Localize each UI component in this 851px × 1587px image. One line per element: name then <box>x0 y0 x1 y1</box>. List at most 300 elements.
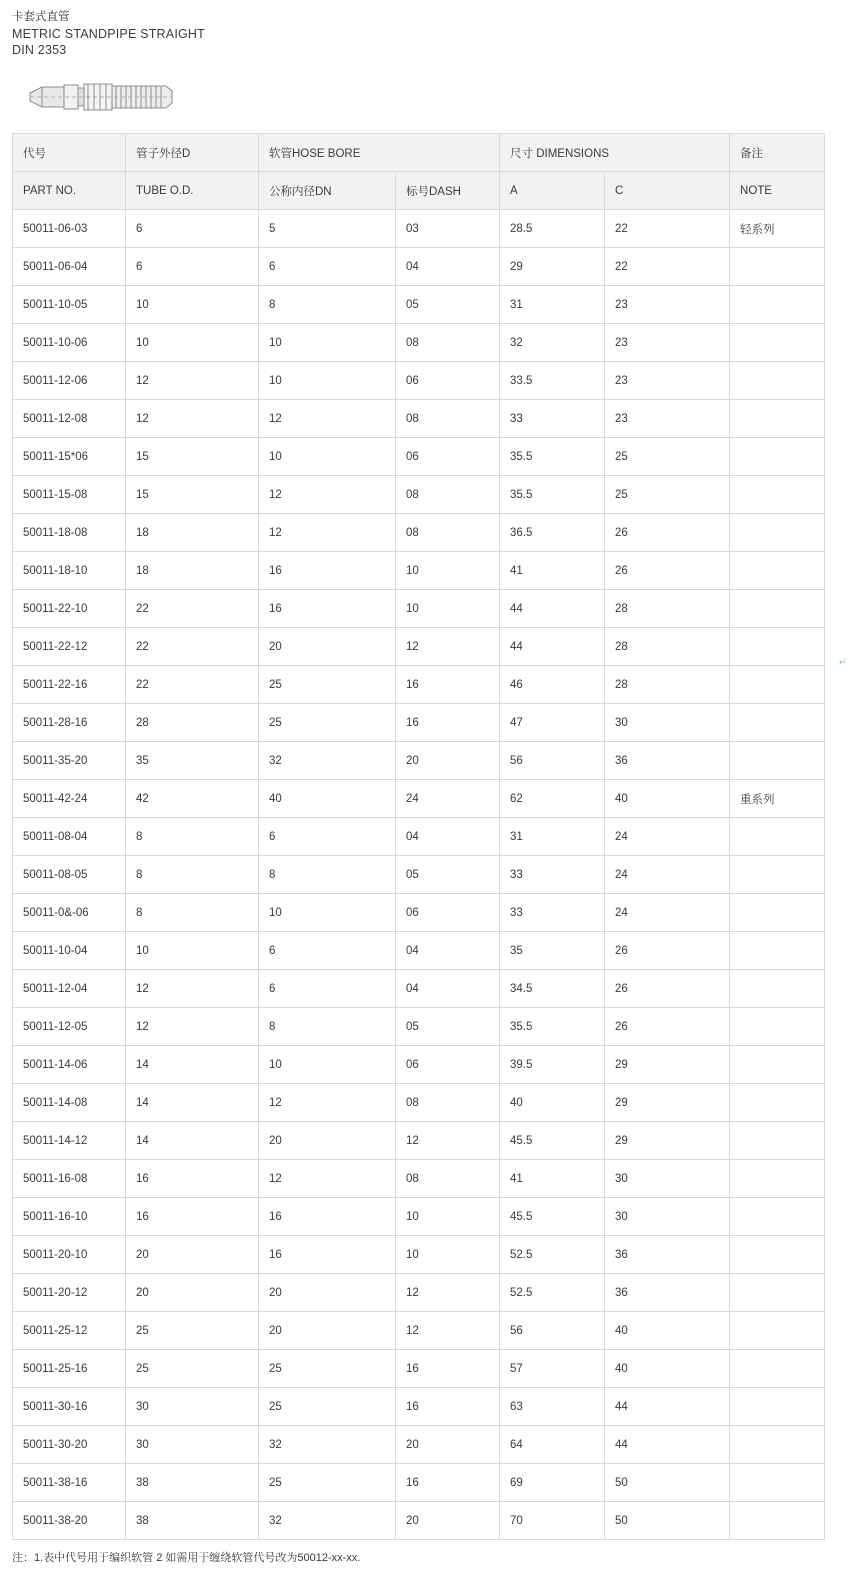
title-chinese: 卡套式直管 <box>12 11 70 23</box>
table-cell: 29 <box>605 1084 730 1122</box>
table-cell: 38 <box>126 1502 259 1540</box>
table-cell: 25 <box>605 476 730 514</box>
header-hose-bore: 软管HOSE BORE <box>259 134 500 172</box>
table-cell: 10 <box>259 894 396 932</box>
header-tube-od-cn: 管子外径D <box>126 134 259 172</box>
table-cell: 23 <box>605 324 730 362</box>
table-row <box>13 210 825 248</box>
table-cell <box>730 324 825 362</box>
table-cell: 30 <box>126 1426 259 1464</box>
table-cell: 05 <box>396 286 500 324</box>
table-cell: 50011-0&-06 <box>13 894 126 932</box>
table-row <box>13 1160 825 1198</box>
table-cell: 14 <box>126 1084 259 1122</box>
table-cell <box>730 1160 825 1198</box>
table-cell: 10 <box>126 324 259 362</box>
table-cell <box>730 1236 825 1274</box>
table-cell: 50011-14-08 <box>13 1084 126 1122</box>
table-cell: 16 <box>126 1198 259 1236</box>
table-cell: 34.5 <box>500 970 605 1008</box>
table-cell <box>730 1350 825 1388</box>
table-cell: 33 <box>500 894 605 932</box>
table-cell: 52.5 <box>500 1274 605 1312</box>
table-cell: 08 <box>396 1084 500 1122</box>
table-cell: 15 <box>126 476 259 514</box>
table-cell: 50011-42-24 <box>13 780 126 818</box>
table-row <box>13 780 825 818</box>
table-cell: 32 <box>259 1502 396 1540</box>
table-row <box>13 1008 825 1046</box>
table-cell: 30 <box>605 1160 730 1198</box>
table-cell <box>730 1502 825 1540</box>
header-note: NOTE <box>730 172 825 210</box>
table-cell: 03 <box>396 210 500 248</box>
table-cell: 33 <box>500 400 605 438</box>
table-cell: 28.5 <box>500 210 605 248</box>
table-cell: 20 <box>126 1274 259 1312</box>
table-row <box>13 1198 825 1236</box>
table-cell: 33 <box>500 856 605 894</box>
table-cell: 18 <box>126 552 259 590</box>
table-cell: 28 <box>605 590 730 628</box>
table-cell: 8 <box>259 1008 396 1046</box>
table-cell: 12 <box>259 400 396 438</box>
table-row <box>13 1122 825 1160</box>
table-cell: 70 <box>500 1502 605 1540</box>
table-cell: 10 <box>259 362 396 400</box>
table-row <box>13 704 825 742</box>
table-cell <box>730 1426 825 1464</box>
table-cell: 39.5 <box>500 1046 605 1084</box>
table-cell: 25 <box>259 1464 396 1502</box>
table-row <box>13 1312 825 1350</box>
table-cell: 08 <box>396 476 500 514</box>
table-cell: 46 <box>500 666 605 704</box>
table-cell: 23 <box>605 400 730 438</box>
table-row <box>13 476 825 514</box>
table-cell: 32 <box>259 742 396 780</box>
table-cell: 16 <box>259 590 396 628</box>
table-cell <box>730 628 825 666</box>
table-cell: 50011-16-08 <box>13 1160 126 1198</box>
table-row <box>13 286 825 324</box>
table-cell: 04 <box>396 818 500 856</box>
table-cell: 24 <box>605 894 730 932</box>
table-cell <box>730 514 825 552</box>
table-cell: 22 <box>605 248 730 286</box>
table-cell: 重系列 <box>730 780 825 818</box>
table-row <box>13 1046 825 1084</box>
table-cell: 50011-06-03 <box>13 210 126 248</box>
page-marker: ↵ <box>839 657 847 667</box>
table-cell: 56 <box>500 742 605 780</box>
table-cell: 50011-35-20 <box>13 742 126 780</box>
table-cell: 25 <box>259 704 396 742</box>
table-cell: 25 <box>259 1350 396 1388</box>
table-cell: 04 <box>396 248 500 286</box>
table-cell: 50011-12-04 <box>13 970 126 1008</box>
table-cell: 50011-30-20 <box>13 1426 126 1464</box>
table-cell: 06 <box>396 362 500 400</box>
table-cell: 40 <box>605 780 730 818</box>
table-cell: 12 <box>259 476 396 514</box>
table-cell: 16 <box>259 552 396 590</box>
table-cell: 50011-15-08 <box>13 476 126 514</box>
table-cell: 28 <box>605 628 730 666</box>
table-cell: 16 <box>259 1236 396 1274</box>
specification-table <box>12 133 825 1540</box>
table-cell: 26 <box>605 552 730 590</box>
table-cell: 50011-38-16 <box>13 1464 126 1502</box>
table-cell: 08 <box>396 400 500 438</box>
table-cell: 06 <box>396 894 500 932</box>
table-cell: 36.5 <box>500 514 605 552</box>
table-cell: 50011-20-12 <box>13 1274 126 1312</box>
table-cell: 16 <box>259 1198 396 1236</box>
table-cell: 50011-08-04 <box>13 818 126 856</box>
table-cell: 50011-12-08 <box>13 400 126 438</box>
table-row <box>13 248 825 286</box>
table-cell: 50011-25-16 <box>13 1350 126 1388</box>
table-cell: 26 <box>605 932 730 970</box>
table-cell <box>730 590 825 628</box>
table-cell: 8 <box>126 856 259 894</box>
table-header-row-2 <box>13 172 825 210</box>
table-cell: 35.5 <box>500 1008 605 1046</box>
table-cell: 20 <box>259 1122 396 1160</box>
table-cell: 50011-20-10 <box>13 1236 126 1274</box>
table-row <box>13 552 825 590</box>
table-cell: 20 <box>126 1236 259 1274</box>
table-cell: 6 <box>259 248 396 286</box>
table-cell: 42 <box>126 780 259 818</box>
table-cell: 12 <box>259 514 396 552</box>
table-row <box>13 1464 825 1502</box>
header-dim-a: A <box>500 172 605 210</box>
table-row <box>13 970 825 1008</box>
table-cell <box>730 704 825 742</box>
table-row <box>13 324 825 362</box>
table-cell: 10 <box>396 1198 500 1236</box>
table-cell: 30 <box>605 704 730 742</box>
table-cell: 32 <box>259 1426 396 1464</box>
table-row <box>13 590 825 628</box>
table-cell: 44 <box>605 1426 730 1464</box>
table-cell: 35 <box>500 932 605 970</box>
table-cell: 12 <box>126 362 259 400</box>
table-cell <box>730 1464 825 1502</box>
table-cell <box>730 438 825 476</box>
table-cell: 30 <box>605 1198 730 1236</box>
table-cell: 6 <box>126 248 259 286</box>
table-row <box>13 818 825 856</box>
table-row <box>13 438 825 476</box>
table-cell: 8 <box>259 856 396 894</box>
table-cell: 10 <box>259 324 396 362</box>
table-cell: 30 <box>126 1388 259 1426</box>
table-cell: 23 <box>605 362 730 400</box>
table-cell: 08 <box>396 1160 500 1198</box>
table-row <box>13 514 825 552</box>
header-dim-c: C <box>605 172 730 210</box>
table-row <box>13 856 825 894</box>
table-cell: 36 <box>605 1274 730 1312</box>
table-cell: 20 <box>259 628 396 666</box>
table-body <box>13 210 825 1540</box>
table-cell <box>730 856 825 894</box>
table-cell: 40 <box>605 1350 730 1388</box>
table-cell: 50011-10-06 <box>13 324 126 362</box>
table-cell: 25 <box>126 1350 259 1388</box>
table-cell: 06 <box>396 438 500 476</box>
table-cell <box>730 1312 825 1350</box>
table-cell: 10 <box>126 286 259 324</box>
table-cell: 12 <box>126 970 259 1008</box>
table-cell: 24 <box>605 818 730 856</box>
header-tube-od: TUBE O.D. <box>126 172 259 210</box>
table-cell: 38 <box>126 1464 259 1502</box>
table-cell: 33.5 <box>500 362 605 400</box>
header-note-cn: 备注 <box>730 134 825 172</box>
table-cell: 29 <box>500 248 605 286</box>
table-cell: 24 <box>605 856 730 894</box>
table-cell: 6 <box>259 818 396 856</box>
table-cell: 14 <box>126 1122 259 1160</box>
table-cell: 44 <box>605 1388 730 1426</box>
table-cell: 12 <box>126 400 259 438</box>
fitting-diagram-icon <box>16 71 216 123</box>
table-cell: 50011-18-08 <box>13 514 126 552</box>
header-dimensions: 尺寸 DIMENSIONS <box>500 134 730 172</box>
table-cell: 50011-28-16 <box>13 704 126 742</box>
table-cell: 50011-22-16 <box>13 666 126 704</box>
table-cell: 50011-16-10 <box>13 1198 126 1236</box>
table-cell: 12 <box>259 1084 396 1122</box>
table-cell: 05 <box>396 856 500 894</box>
table-cell: 50011-22-12 <box>13 628 126 666</box>
table-cell: 64 <box>500 1426 605 1464</box>
header-part-no: PART NO. <box>13 172 126 210</box>
table-cell: 50011-22-10 <box>13 590 126 628</box>
table-cell: 轻系列 <box>730 210 825 248</box>
table-cell: 12 <box>126 1008 259 1046</box>
table-cell: 28 <box>126 704 259 742</box>
table-cell <box>730 970 825 1008</box>
table-cell: 36 <box>605 1236 730 1274</box>
table-cell: 22 <box>126 666 259 704</box>
table-cell: 32 <box>500 324 605 362</box>
table-header <box>13 134 825 210</box>
table-cell: 45.5 <box>500 1198 605 1236</box>
table-cell: 12 <box>396 628 500 666</box>
table-cell: 29 <box>605 1046 730 1084</box>
table-row <box>13 932 825 970</box>
table-cell <box>730 742 825 780</box>
table-row <box>13 1502 825 1540</box>
table-cell: 50011-14-12 <box>13 1122 126 1160</box>
table-row <box>13 1350 825 1388</box>
table-cell: 16 <box>396 1388 500 1426</box>
table-cell: 40 <box>259 780 396 818</box>
table-cell: 10 <box>259 1046 396 1084</box>
table-cell: 6 <box>126 210 259 248</box>
title-english: METRIC STANDPIPE STRAIGHT <box>12 26 205 41</box>
table-cell <box>730 476 825 514</box>
table-cell <box>730 1008 825 1046</box>
table-cell: 20 <box>259 1274 396 1312</box>
table-cell: 10 <box>396 590 500 628</box>
table-cell: 20 <box>396 1502 500 1540</box>
table-cell: 28 <box>605 666 730 704</box>
table-cell: 10 <box>396 1236 500 1274</box>
table-row <box>13 1426 825 1464</box>
table-cell <box>730 666 825 704</box>
table-cell: 12 <box>396 1274 500 1312</box>
table-cell <box>730 362 825 400</box>
table-cell: 50011-12-06 <box>13 362 126 400</box>
table-cell <box>730 932 825 970</box>
table-cell: 62 <box>500 780 605 818</box>
table-cell: 8 <box>259 286 396 324</box>
table-cell: 16 <box>126 1160 259 1198</box>
table-cell: 06 <box>396 1046 500 1084</box>
table-cell: 63 <box>500 1388 605 1426</box>
table-cell <box>730 818 825 856</box>
table-row <box>13 400 825 438</box>
table-cell: 6 <box>259 970 396 1008</box>
table-cell: 56 <box>500 1312 605 1350</box>
table-cell: 29 <box>605 1122 730 1160</box>
table-cell: 50011-25-12 <box>13 1312 126 1350</box>
table-cell: 04 <box>396 970 500 1008</box>
table-cell: 50011-15*06 <box>13 438 126 476</box>
table-cell: 50011-18-10 <box>13 552 126 590</box>
table-cell <box>730 286 825 324</box>
table-cell <box>730 1046 825 1084</box>
table-cell: 22 <box>126 590 259 628</box>
table-row <box>13 628 825 666</box>
table-cell: 47 <box>500 704 605 742</box>
table-cell: 25 <box>259 666 396 704</box>
table-cell <box>730 1122 825 1160</box>
table-cell <box>730 552 825 590</box>
table-row <box>13 1084 825 1122</box>
table-cell: 50 <box>605 1502 730 1540</box>
table-cell: 10 <box>259 438 396 476</box>
table-cell: 22 <box>605 210 730 248</box>
table-cell: 8 <box>126 894 259 932</box>
table-cell: 44 <box>500 628 605 666</box>
table-cell: 25 <box>126 1312 259 1350</box>
table-cell: 14 <box>126 1046 259 1084</box>
header-part-no-cn: 代号 <box>13 134 126 172</box>
table-cell: 50 <box>605 1464 730 1502</box>
table-cell <box>730 1388 825 1426</box>
table-cell <box>730 1274 825 1312</box>
table-cell: 69 <box>500 1464 605 1502</box>
table-cell: 18 <box>126 514 259 552</box>
table-cell: 20 <box>259 1312 396 1350</box>
table-header-row-1 <box>13 134 825 172</box>
table-cell: 23 <box>605 286 730 324</box>
table-cell: 57 <box>500 1350 605 1388</box>
table-cell: 35.5 <box>500 476 605 514</box>
table-cell: 26 <box>605 1008 730 1046</box>
table-cell: 36 <box>605 742 730 780</box>
table-cell: 50011-14-06 <box>13 1046 126 1084</box>
table-cell: 31 <box>500 818 605 856</box>
table-cell: 40 <box>605 1312 730 1350</box>
table-cell: 52.5 <box>500 1236 605 1274</box>
table-cell: 50011-06-04 <box>13 248 126 286</box>
table-cell: 20 <box>396 1426 500 1464</box>
table-row <box>13 1274 825 1312</box>
table-cell: 6 <box>259 932 396 970</box>
table-cell: 31 <box>500 286 605 324</box>
table-cell: 16 <box>396 666 500 704</box>
table-row <box>13 894 825 932</box>
header-dash: 标号DASH <box>396 172 500 210</box>
table-cell: 26 <box>605 970 730 1008</box>
table-cell: 50011-08-05 <box>13 856 126 894</box>
table-cell: 08 <box>396 514 500 552</box>
table-cell: 20 <box>396 742 500 780</box>
table-cell: 25 <box>259 1388 396 1426</box>
table-cell: 50011-10-05 <box>13 286 126 324</box>
header-dn: 公称内径DN <box>259 172 396 210</box>
table-cell: 35.5 <box>500 438 605 476</box>
table-cell: 41 <box>500 552 605 590</box>
table-cell: 16 <box>396 1350 500 1388</box>
table-row <box>13 1236 825 1274</box>
table-cell: 12 <box>396 1312 500 1350</box>
table-cell: 44 <box>500 590 605 628</box>
table-cell <box>730 400 825 438</box>
table-cell: 12 <box>259 1160 396 1198</box>
table-cell: 50011-30-16 <box>13 1388 126 1426</box>
table-cell: 15 <box>126 438 259 476</box>
table-cell: 50011-10-04 <box>13 932 126 970</box>
table-row <box>13 362 825 400</box>
title-standard: DIN 2353 <box>12 43 67 58</box>
table-cell <box>730 1084 825 1122</box>
table-cell: 16 <box>396 1464 500 1502</box>
table-cell: 26 <box>605 514 730 552</box>
table-cell <box>730 1198 825 1236</box>
table-cell: 41 <box>500 1160 605 1198</box>
table-cell: 16 <box>396 704 500 742</box>
table-cell: 12 <box>396 1122 500 1160</box>
table-cell <box>730 894 825 932</box>
table-row <box>13 1388 825 1426</box>
table-cell: 8 <box>126 818 259 856</box>
table-cell: 35 <box>126 742 259 780</box>
table-cell: 40 <box>500 1084 605 1122</box>
table-cell: 25 <box>605 438 730 476</box>
table-row <box>13 742 825 780</box>
page-title <box>12 10 839 59</box>
table-cell: 10 <box>396 552 500 590</box>
table-cell: 04 <box>396 932 500 970</box>
table-cell: 5 <box>259 210 396 248</box>
table-cell: 50011-38-20 <box>13 1502 126 1540</box>
table-cell: 45.5 <box>500 1122 605 1160</box>
table-cell: 24 <box>396 780 500 818</box>
table-cell: 10 <box>126 932 259 970</box>
table-cell: 05 <box>396 1008 500 1046</box>
table-row <box>13 666 825 704</box>
table-footnote: 注：1.表中代号用于编织软管 2 如需用于缠绕软管代号改为50012-xx-xx. <box>12 1552 361 1565</box>
